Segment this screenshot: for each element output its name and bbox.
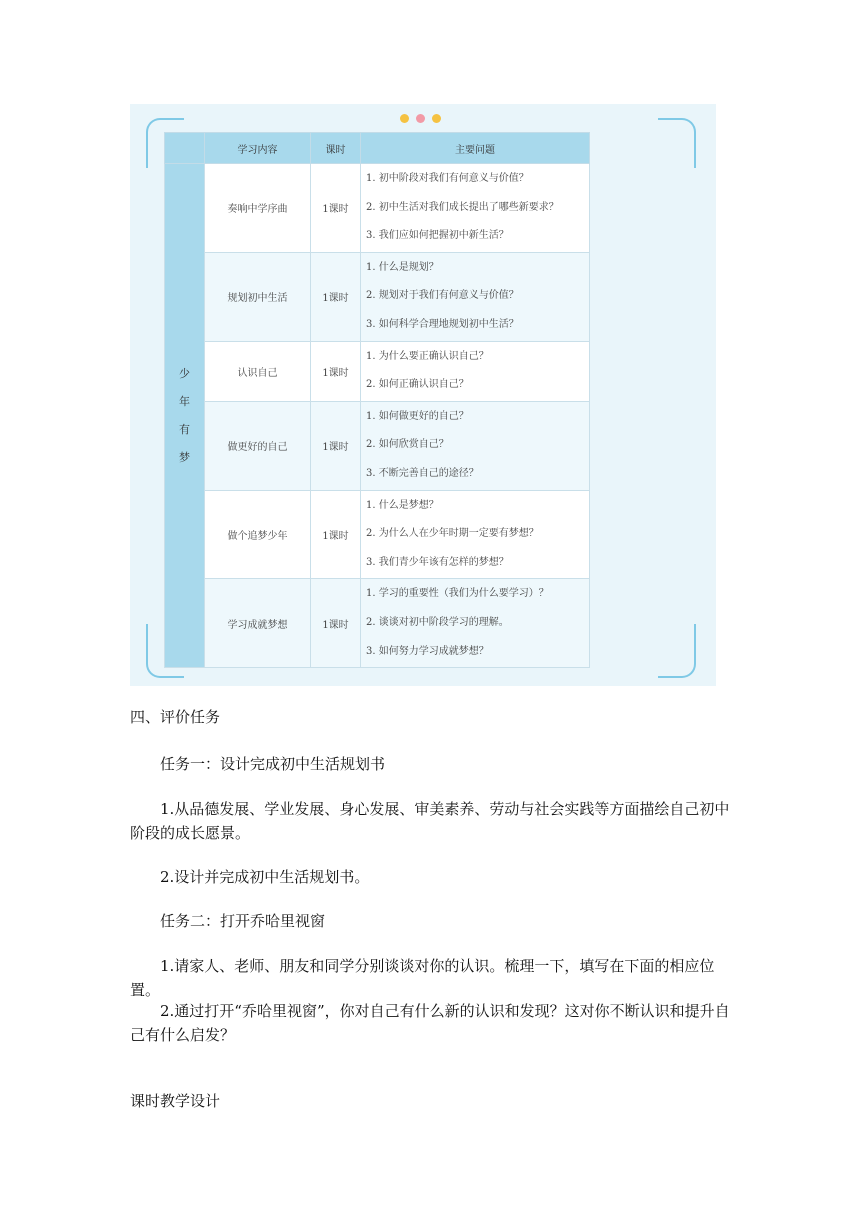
topic-cell: 做个追梦少年 <box>205 490 311 579</box>
questions-cell <box>361 490 590 579</box>
table-header-row <box>165 133 590 164</box>
footer-heading: 课时教学设计 <box>130 1092 221 1110</box>
table-row <box>165 252 590 341</box>
question: 2. 如何正确认识自己？ <box>366 379 469 391</box>
questions-cell <box>361 252 590 341</box>
section-heading: 四、评价任务 <box>130 708 221 726</box>
topic-cell: 认识自己 <box>205 341 311 401</box>
question: 1. 学习的重要性（我们为什么要学习）？ <box>366 588 549 600</box>
question: 1. 什么是梦想？ <box>366 499 439 511</box>
dot-2 <box>416 114 425 123</box>
hours-cell: 1课时 <box>311 341 361 401</box>
table-row <box>165 164 590 253</box>
table-row <box>165 401 590 490</box>
question: 2. 为什么人在少年时期一定要有梦想？ <box>366 528 539 540</box>
question: 3. 如何科学合理地规划初中生活？ <box>366 318 519 330</box>
task1-item2: 2.设计并完成初中生活规划书。 <box>160 868 370 886</box>
unit-title <box>165 164 205 668</box>
question: 3. 我们青少年该有怎样的梦想？ <box>366 556 509 568</box>
header-blank <box>165 133 205 164</box>
task2-item2: 2.通过打开“乔哈里视窗”，你对自己有什么新的认识和发现？这对你不断认识和提升自己有什么启发？ <box>130 1002 730 1044</box>
unit-char: 年 <box>179 394 190 408</box>
table-row <box>165 579 590 668</box>
question: 2. 初中生活对我们成长提出了哪些新要求？ <box>366 201 559 213</box>
unit-char: 少 <box>179 366 190 380</box>
hours-cell: 1课时 <box>311 252 361 341</box>
table-row <box>165 341 590 401</box>
question: 2. 规划对于我们有何意义与价值？ <box>366 290 519 302</box>
question: 2. 如何欣赏自己？ <box>366 439 449 451</box>
question: 1. 什么是规划？ <box>366 261 439 273</box>
question: 1. 如何做更好的自己？ <box>366 410 469 422</box>
lesson-table <box>164 132 590 668</box>
questions-cell <box>361 164 590 253</box>
task2-item1: 1.请家人、老师、朋友和同学分别谈谈对你的认识。梳理一下，填写在下面的相应位置。 <box>130 957 715 999</box>
header-topic: 学习内容 <box>205 133 311 164</box>
question: 3. 我们应如何把握初中新生活？ <box>366 230 509 242</box>
topic-cell: 学习成就梦想 <box>205 579 311 668</box>
task1-item1: 1.从品德发展、学业发展、身心发展、审美素养、劳动与社会实践等方面描绘自己初中阶段的成长愿景。 <box>130 800 730 842</box>
hours-cell: 1课时 <box>311 401 361 490</box>
question: 2. 谈谈对初中阶段学习的理解。 <box>366 616 509 628</box>
frame-corner-bottom-right <box>658 624 696 678</box>
question: 1. 为什么要正确认识自己？ <box>366 350 489 362</box>
hours-cell: 1课时 <box>311 490 361 579</box>
questions-cell <box>361 579 590 668</box>
frame-corner-top-right <box>658 118 696 168</box>
hours-cell: 1课时 <box>311 164 361 253</box>
question: 3. 不断完善自己的途径？ <box>366 467 479 479</box>
header-hours: 课时 <box>311 133 361 164</box>
dot-3 <box>432 114 441 123</box>
question: 3. 如何努力学习成就梦想？ <box>366 645 489 657</box>
lesson-table-figure <box>130 104 716 686</box>
questions-cell <box>361 401 590 490</box>
questions-cell <box>361 341 590 401</box>
unit-char: 梦 <box>179 450 190 464</box>
dot-1 <box>400 114 409 123</box>
topic-cell: 奏响中学序曲 <box>205 164 311 253</box>
unit-char: 有 <box>179 422 190 436</box>
task1-title: 任务一：设计完成初中生活规划书 <box>160 755 386 773</box>
header-questions: 主要问题 <box>361 133 590 164</box>
topic-cell: 规划初中生活 <box>205 252 311 341</box>
table-row <box>165 490 590 579</box>
question: 1. 初中阶段对我们有何意义与价值？ <box>366 173 529 184</box>
topic-cell: 做更好的自己 <box>205 401 311 490</box>
hours-cell: 1课时 <box>311 579 361 668</box>
task2-title: 任务二：打开乔哈里视窗 <box>160 912 326 930</box>
